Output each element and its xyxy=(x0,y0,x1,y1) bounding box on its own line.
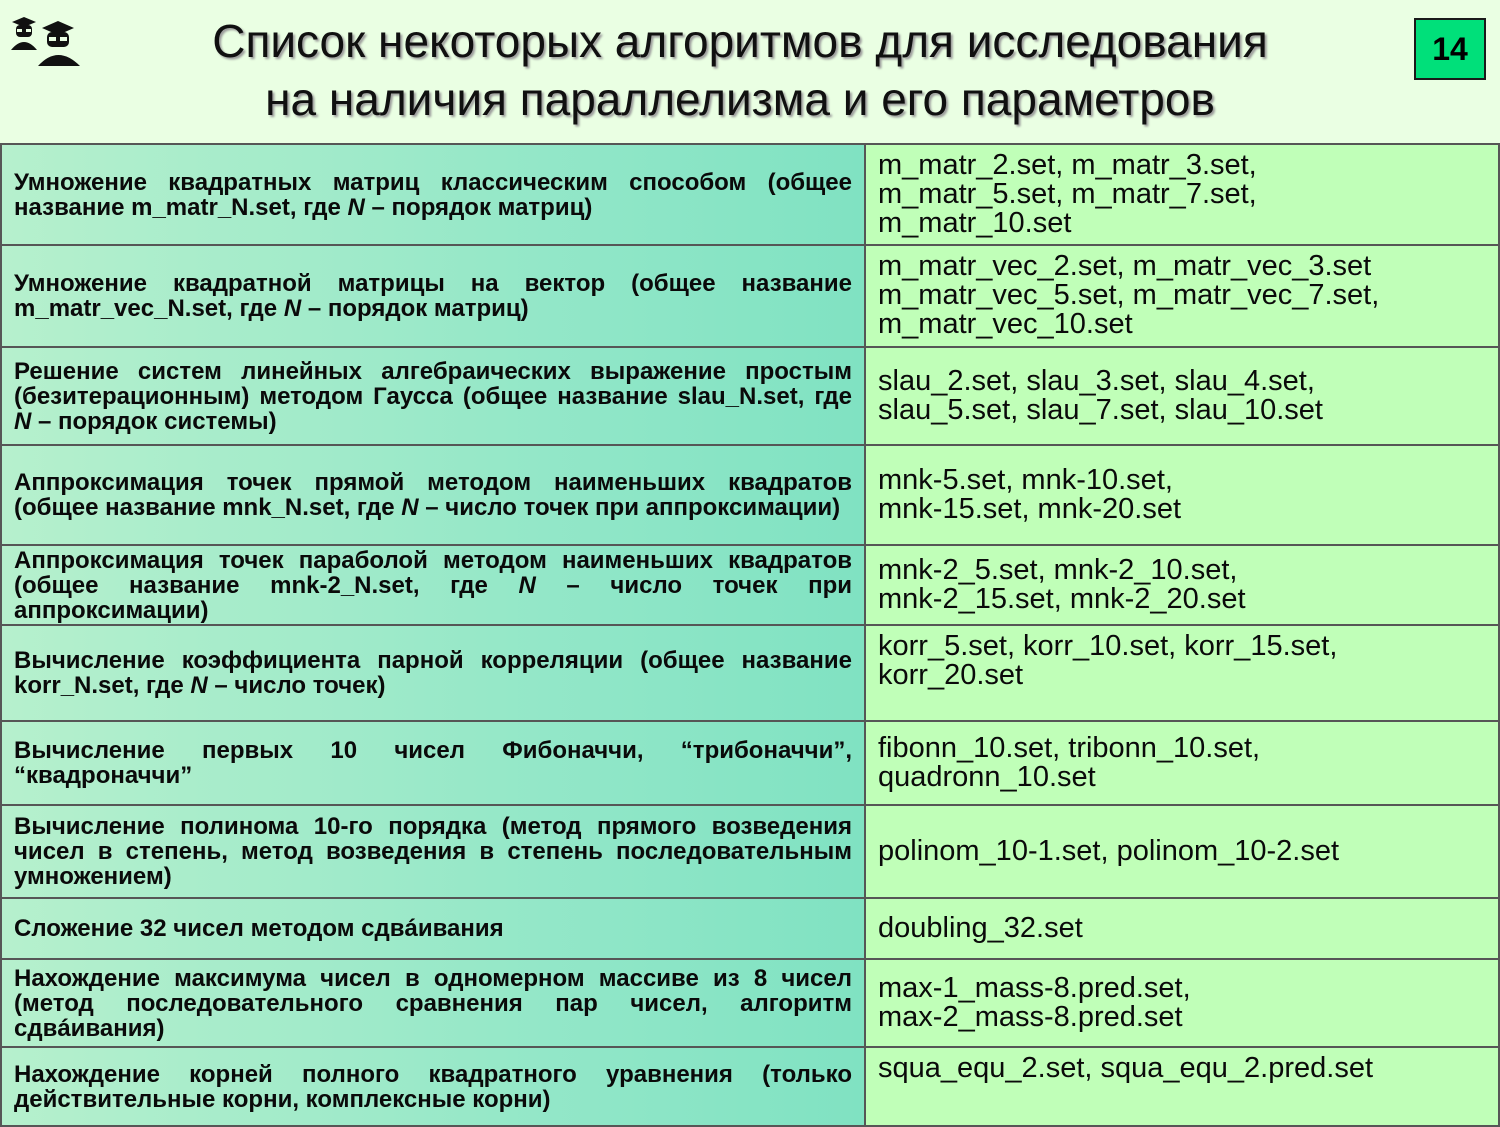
algorithm-description: Умножение квадратной матрицы на вектор (общее название m_matr_vec_N.set, где N – порядок матриц) xyxy=(1,245,865,347)
algorithm-files: doubling_32.set xyxy=(865,898,1499,959)
algorithm-files: mnk-2_5.set, mnk-2_10.set, mnk-2_15.set, mnk-2_20.set xyxy=(865,545,1499,625)
algorithm-description: Аппроксимация точек параболой методом наименьших квадратов (общее название mnk-2_N.set, где N – число точек при аппроксимации) xyxy=(1,545,865,625)
algorithm-description: Нахождение максимума чисел в одномерном массиве из 8 чисел (метод последовательного сравнения пар чисел, алгоритм сдвáивания) xyxy=(1,959,865,1047)
algorithm-files: squa_equ_2.set, squa_equ_2.pred.set xyxy=(865,1047,1499,1126)
table-row xyxy=(1,144,1499,245)
two-graduates-logo-icon xyxy=(10,14,84,68)
table-row xyxy=(1,1047,1499,1126)
algorithm-description: Сложение 32 чисел методом сдвáивания xyxy=(1,898,865,959)
slide-header xyxy=(0,0,1500,143)
title-line-1: Список некоторых алгоритмов для исследования xyxy=(212,15,1268,67)
algorithm-files: korr_5.set, korr_10.set, korr_15.set, korr_20.set xyxy=(865,625,1499,721)
table-row xyxy=(1,805,1499,898)
algorithm-description: Вычисление полинома 10-го порядка (метод прямого возведения чисел в степень, метод возведения в степень последовательным умножением) xyxy=(1,805,865,898)
table-row xyxy=(1,721,1499,805)
algorithm-files: fibonn_10.set, tribonn_10.set, quadronn_10.set xyxy=(865,721,1499,805)
algorithm-description: Нахождение корней полного квадратного уравнения (только действительные корни, комплексные корни) xyxy=(1,1047,865,1126)
algorithm-description: Умножение квадратных матриц классическим способом (общее название m_matr_N.set, где N – порядок матриц) xyxy=(1,144,865,245)
algorithm-files: polinom_10-1.set, polinom_10-2.set xyxy=(865,805,1499,898)
algorithm-files: m_matr_2.set, m_matr_3.set, m_matr_5.set, m_matr_7.set, m_matr_10.set xyxy=(865,144,1499,245)
algorithm-files: m_matr_vec_2.set, m_matr_vec_3.set m_matr_vec_5.set, m_matr_vec_7.set, m_matr_vec_10.set xyxy=(865,245,1499,347)
table-row xyxy=(1,347,1499,445)
algorithm-description: Аппроксимация точек прямой методом наименьших квадратов (общее название mnk_N.set, где N – число точек при аппроксимации) xyxy=(1,445,865,545)
algorithm-files: mnk-5.set, mnk-10.set, mnk-15.set, mnk-20.set xyxy=(865,445,1499,545)
table-row xyxy=(1,245,1499,347)
slide-title xyxy=(100,12,1380,128)
algorithm-files: slau_2.set, slau_3.set, slau_4.set, slau_5.set, slau_7.set, slau_10.set xyxy=(865,347,1499,445)
table-row xyxy=(1,445,1499,545)
slide-number-badge: 14 xyxy=(1414,18,1486,80)
algorithm-description: Вычисление первых 10 чисел Фибоначчи, “трибоначчи”, “квадроначчи” xyxy=(1,721,865,805)
table-row xyxy=(1,959,1499,1047)
table-row xyxy=(1,545,1499,625)
title-line-2: на наличия параллелизма и его параметров xyxy=(265,73,1215,125)
table-row xyxy=(1,625,1499,721)
algorithm-files: max-1_mass-8.pred.set, max-2_mass-8.pred.set xyxy=(865,959,1499,1047)
algorithms-table xyxy=(0,143,1500,1127)
algorithm-description: Решение систем линейных алгебраических выражение простым (безитерационным) методом Гаусса (общее название slau_N.set, где N – порядок системы) xyxy=(1,347,865,445)
table-row xyxy=(1,898,1499,959)
algorithm-description: Вычисление коэффициента парной корреляции (общее название korr_N.set, где N – число точек) xyxy=(1,625,865,721)
